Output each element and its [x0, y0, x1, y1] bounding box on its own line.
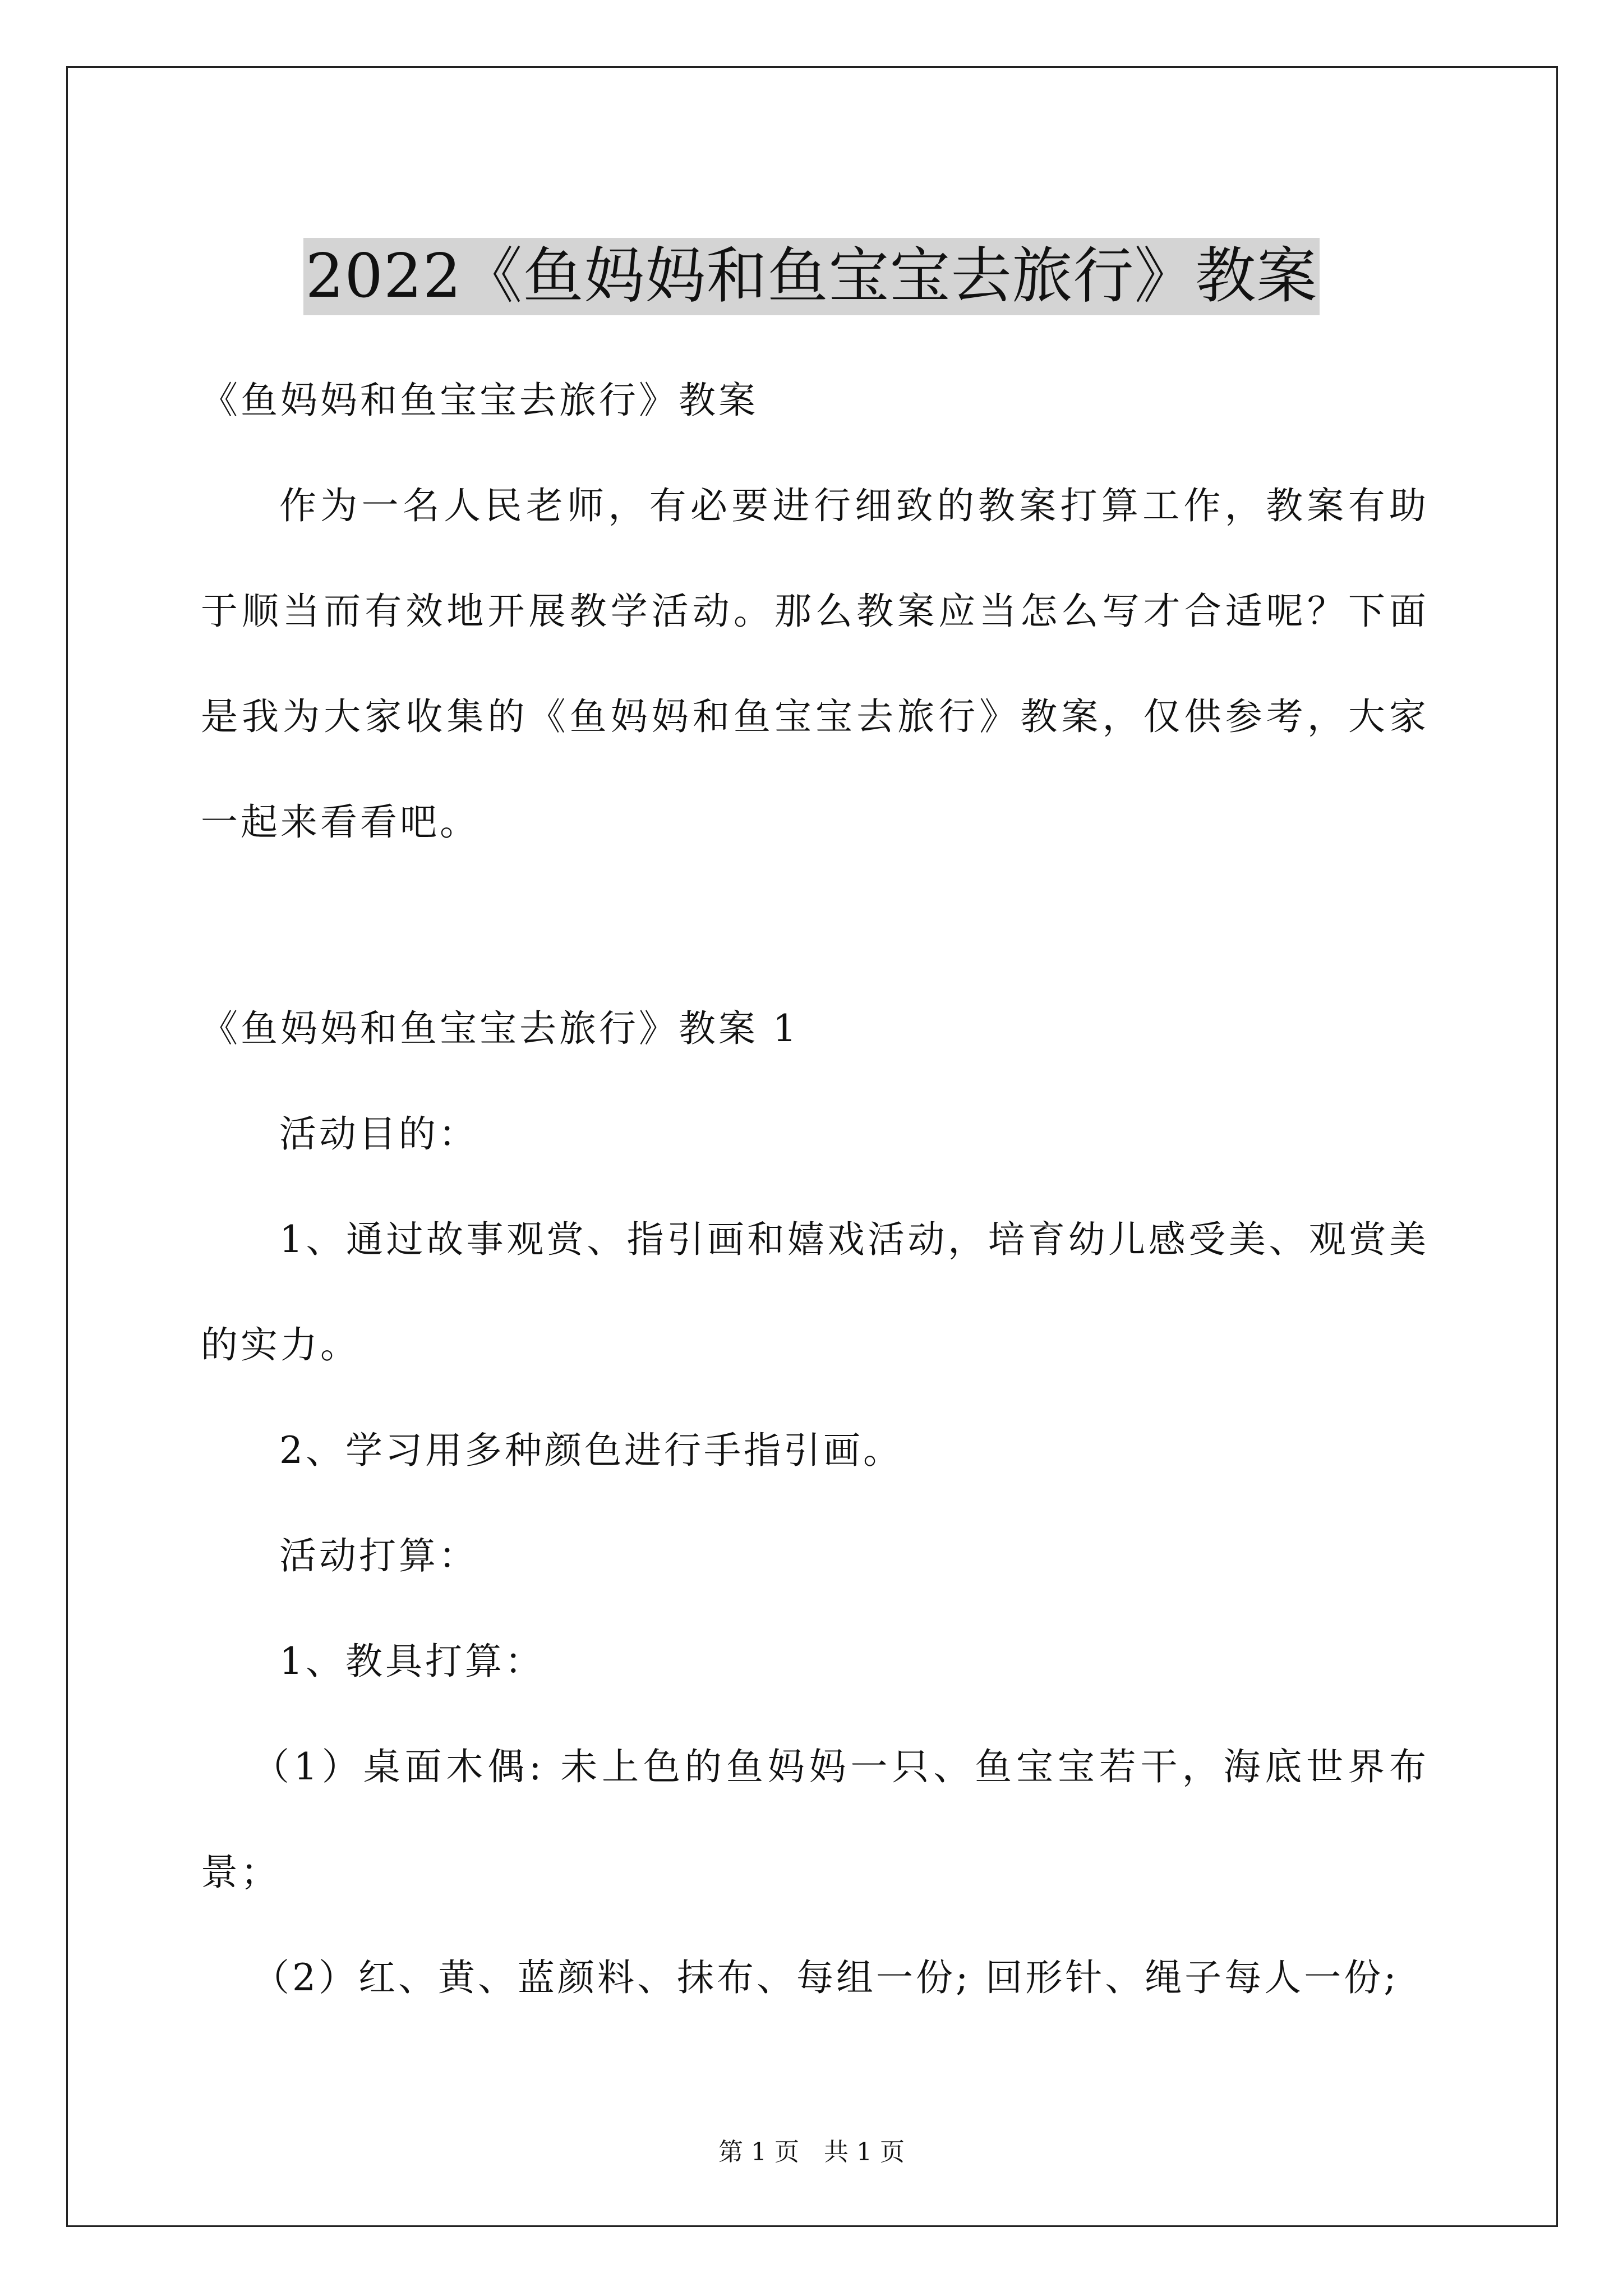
goal-label: 活动目的：	[279, 1112, 478, 1156]
section1-heading: 《鱼妈妈和鱼宝宝去旅行》教案 1	[201, 1007, 799, 1050]
subtitle: 《鱼妈妈和鱼宝宝去旅行》教案	[201, 379, 758, 422]
prep-label: 活动打算：	[279, 1534, 478, 1577]
document-title: 2022《鱼妈妈和鱼宝宝去旅行》教案	[303, 238, 1320, 315]
prep-item-1-2: （2）红、黄、蓝颜料、抹布、每组一份; 回形针、绳子每人一份;	[252, 1956, 1399, 1999]
goal-item-2: 2、学习用多种颜色进行手指引画。	[279, 1429, 903, 1472]
page-footer: 第 1 页 共 1 页	[718, 2138, 905, 2166]
section-gap	[201, 875, 1429, 976]
prep-item-1-1: （1）桌面木偶: 未上色的鱼妈妈一只、鱼宝宝若干，海底世界布景；	[201, 1745, 1429, 1894]
title-container	[0, 197, 1623, 356]
prep-item-1: 1、教具打算：	[279, 1640, 545, 1683]
goal-item-1: 1、通过故事观赏、指引画和嬉戏活动，培育幼儿感受美、观赏美的实力。	[201, 1218, 1429, 1366]
intro-paragraph: 作为一名人民老师，有必要进行细致的教案打算工作，教案有助于顺当而有效地开展教学活动。那么教案应当怎么写才合适呢？下面是我为大家收集的《鱼妈妈和鱼宝宝去旅行》教案，仅供参考，大家一起来看看吧。	[201, 484, 1429, 844]
document-body	[201, 348, 1429, 2031]
